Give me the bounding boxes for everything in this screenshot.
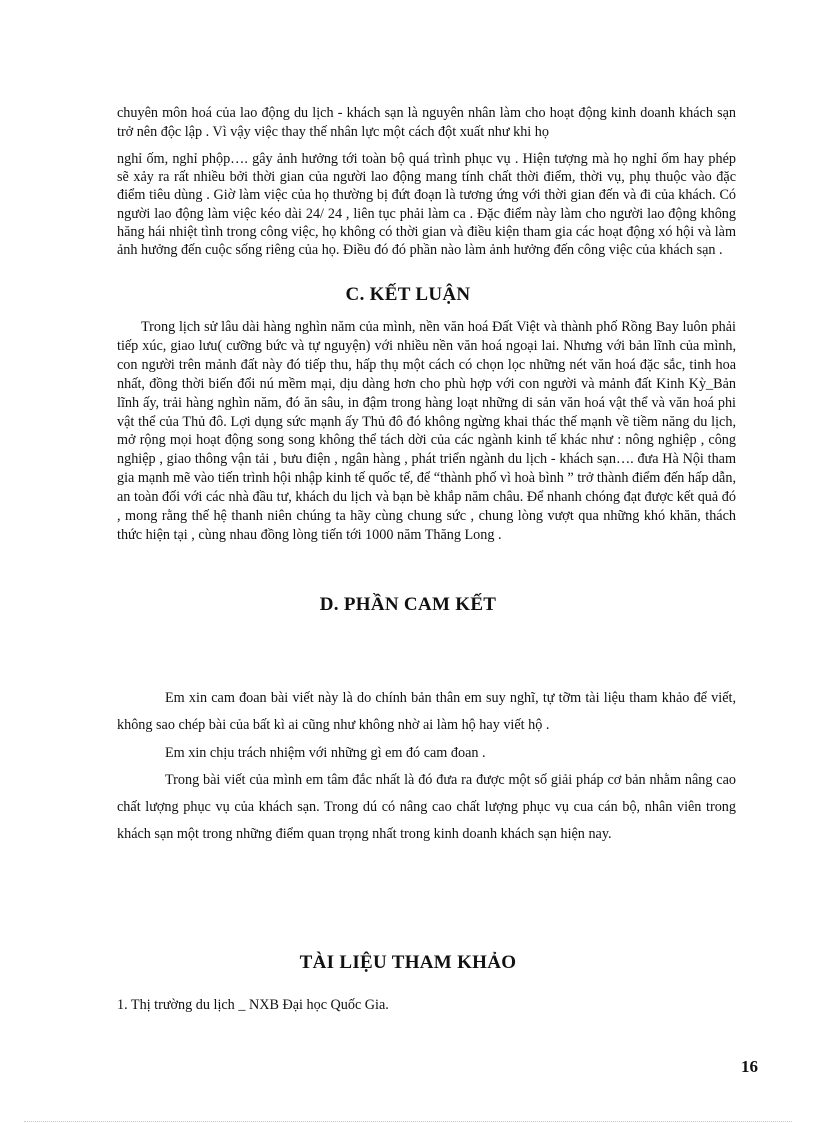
section-c-heading: C. KẾT LUẬN bbox=[345, 284, 471, 305]
section-c-paragraph: Trong lịch sử lâu dài hàng nghìn năm của mình, nền văn hoá Đất Việt và thành phố Rồng Bay luôn phải tiếp xúc, giao lưu( cưỡng bức và tự nguyện) với nhiều nền văn hoá ngoại lai. Nhưng với bản lĩnh của mình, con người trên mảnh đất này đó tiếp thu, hấp thụ một cách có chọn lọc những nét văn hoá đặc sắc, tinh hoa nhất, đồng thời biến đổi nú mềm mại, dịu dàng hơn cho phù hợp với con người và mảnh đất Kinh Kỳ_Bản lĩnh ấy, trải hàng nghìn năm, đó ăn sâu, in đậm trong hàng loạt những di sản văn hoá vật thể và văn hoá phi vật thể của Thủ đô. Lợi dụng sức mạnh ấy Thủ đô đó không ngừng khai thác thế mạnh về tiềm năng du lịch, mở rộng mọi hoạt động song song không thể tách dời của các ngành kinh tế khác như : nông nghiệp , công nghiệp , giao thông vận tải , bưu điện , ngân hàng , phát triển ngành du lịch - khách sạn…. đưa Hà Nội tham gia mạnh mẽ vào tiến trình hội nhập kinh tế quốc tế, để “thành phố vì hoà bình ” trở thành điểm đến hấp dẫn, an toàn đối với các nhà đầu tư, khách du lịch và bạn bè khắp năm châu. Để nhanh chóng đạt được kết quả đó , mong rằng thế hệ thanh niên chúng ta hãy cùng chung sức , chung lòng vượt qua những khó khăn, thách thức hiện tại , cùng nhau đồng lòng tiến tới 1000 năm Thăng Long . bbox=[117, 319, 736, 543]
page-number: 16 bbox=[741, 1057, 758, 1076]
section-d-paragraph-1: Em xin cam đoan bài viết này là do chính bản thân em suy nghĩ, tự tỡm tài liệu tham khảo để viết, không sao chép bài của bất kì ai cũng như không nhờ ai làm hộ hay viết hộ . bbox=[117, 690, 736, 733]
body-paragraph-intro: chuyên môn hoá của lao động du lịch - khách sạn là nguyên nhân làm cho hoạt động kinh doanh khách sạn trở nên độc lập . Vì vậy việc thay thế nhân lực một cách đột xuất như khi họ bbox=[117, 105, 736, 140]
section-d-paragraph-2: Em xin chịu trách nhiệm với những gì em đó cam đoan . bbox=[165, 745, 486, 761]
reference-item: 1. Thị trường du lịch _ NXB Đại học Quốc Gia. bbox=[117, 997, 389, 1013]
body-paragraph-intro-continued: nghỉ ốm, nghỉ phộp…. gây ảnh hưởng tới toàn bộ quá trình phục vụ . Hiện tượng mà họ nghỉ ốm hay phép sẽ xảy ra rất nhiều bởi thời gian của người lao động mang tính chất thời điểm, thời vụ, phụ thuộc vào đặc điểm tiêu dùng . Giờ làm việc của họ thường bị đứt đoạn là tương ứng với thời gian đến và đi của khách. Có người lao động làm việc kéo dài 24/ 24 , liên tục phải làm ca . Đặc điểm này làm cho người lao động không hăng hái nhiệt tình trong công việc, họ không có thời gian và điều kiện tham gia các hoạt động xó hội và làm ảnh hưởng đến cuộc sống riêng của họ. Điều đó đó phần nào làm ảnh hưởng đến công việc của khách sạn . bbox=[117, 151, 736, 259]
references-heading: TÀI LIỆU THAM KHẢO bbox=[299, 952, 517, 973]
section-d-paragraph-3: Trong bài viết của mình em tâm đắc nhất là đó đưa ra được một số giải pháp cơ bản nhằm nâng cao chất lượng phục vụ của khách sạn. Trong dú có nâng cao chất lượng phục vụ cua cán bộ, nhân viên trong khách sạn một trong những điểm quan trọng nhất trong kinh doanh khách sạn hiện nay. bbox=[117, 772, 736, 842]
page-bottom-divider bbox=[24, 1121, 792, 1122]
section-d-heading: D. PHẦN CAM KẾT bbox=[319, 594, 497, 615]
